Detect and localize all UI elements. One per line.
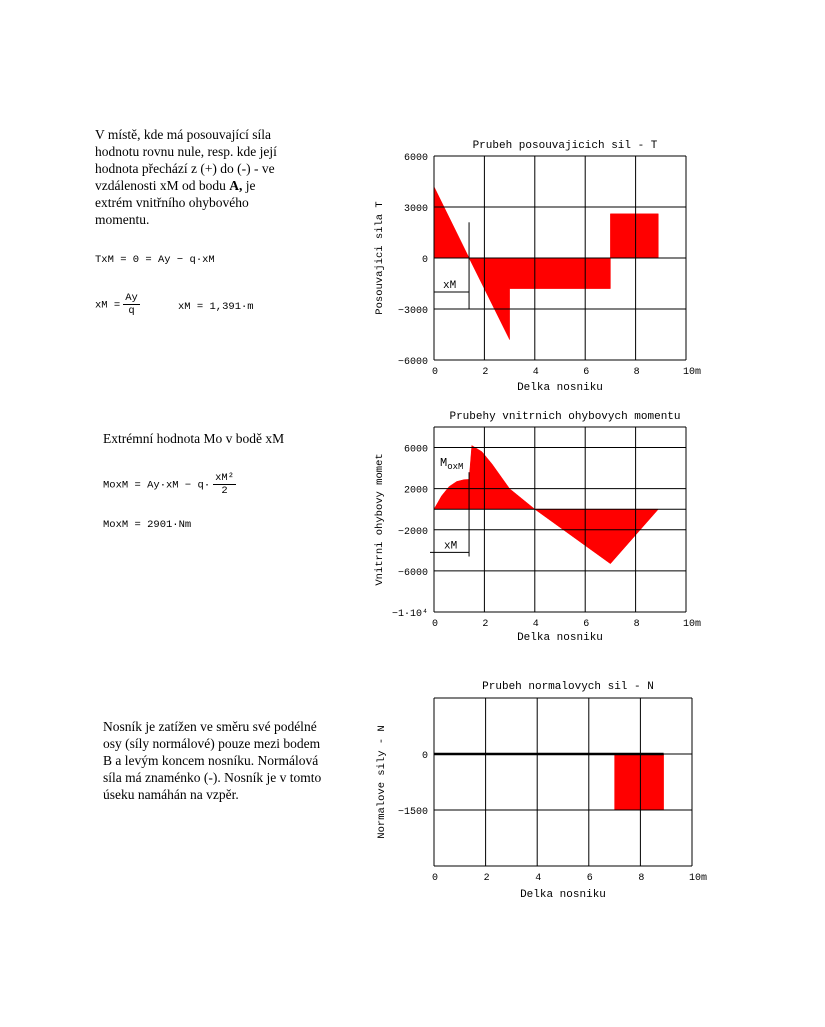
xm-annotation: xM	[443, 280, 457, 292]
x-tick-label: 2	[482, 619, 489, 630]
equation-xm-formula: xM = $\frac{Ay}{q}$	[95, 292, 138, 317]
text-line: hodnotu rovnu nule, resp. kde její	[95, 144, 277, 159]
moxm-annotation: $M_{oxM}$	[440, 456, 464, 473]
x-axis-label: Delka nosniku	[520, 889, 606, 901]
equation-txm: TxM = 0 = Ay − q·xM	[95, 254, 215, 266]
chart-area-0-2	[610, 214, 658, 258]
chart-title: Prubeh posouvajicich sil - T	[472, 140, 658, 152]
x-tick-label: 8	[633, 619, 640, 630]
x-tick-label: 2	[483, 873, 490, 884]
y-axis-label: Vnitrni ohybovy momet	[374, 453, 386, 586]
x-tick-label: 4	[532, 367, 539, 378]
x-tick-label: 10m	[683, 619, 702, 630]
text-line: vzdálenosti xM od bodu A, je	[95, 178, 256, 193]
y-tick-label: −2000	[397, 526, 428, 538]
y-tick-label: −1500	[397, 807, 428, 818]
equation-moxm-formula: MoxM = Ay·xM − q· $\frac{\text{xM²}}{2}$	[103, 472, 235, 497]
text-line: síla má znaménko (-). Nosník je v tomto	[103, 770, 322, 785]
y-tick-label: 2000	[403, 485, 428, 497]
x-tick-label: 10m	[689, 873, 708, 884]
section2-heading: Extrémní hodnota Mo v bodě xM	[103, 431, 285, 446]
x-tick-label: 6	[586, 873, 593, 884]
y-tick-label: 0	[421, 751, 428, 762]
x-tick-label: 8	[633, 367, 640, 378]
y-tick-label: −6000	[397, 567, 428, 579]
equation-xm-value: xM = 1,391·m	[178, 301, 254, 313]
x-tick-label: 0	[432, 873, 439, 884]
x-tick-label: 0	[432, 367, 439, 378]
chart-area-1-1	[535, 509, 659, 564]
y-tick-label: −6000	[397, 357, 428, 368]
y-axis-label: Normalove sily - N	[376, 725, 388, 839]
text-line: úseku namáhán na vzpěr.	[103, 787, 239, 802]
y-tick-label: 3000	[403, 204, 428, 215]
x-tick-label: 8	[638, 873, 645, 884]
text-line: osy (síly normálové) pouze mezi bodem	[103, 736, 321, 751]
point-label: A,	[229, 178, 243, 193]
x-tick-label: 2	[482, 367, 489, 378]
x-tick-label: 6	[583, 619, 590, 630]
xm-annotation: xM	[444, 540, 458, 553]
text-line: V místě, kde má posouvající síla	[95, 127, 271, 142]
y-tick-label: 6000	[403, 444, 428, 456]
y-tick-label: 6000	[403, 153, 428, 164]
text-line: extrém vnitřního ohybového	[95, 195, 249, 210]
chart-area-2-0	[615, 754, 664, 810]
text-line: hodnota přechází z (+) do (-) - ve	[95, 161, 275, 176]
chart-title: Prubehy vnitrnich ohybovych momentu	[449, 411, 681, 423]
x-tick-label: 6	[583, 367, 590, 378]
text-line: momentu.	[95, 212, 150, 227]
x-axis-label: Delka nosniku	[517, 382, 603, 394]
x-tick-label: 10m	[683, 367, 702, 378]
x-axis-label: Delka nosniku	[517, 632, 603, 644]
x-tick-label: 4	[535, 873, 542, 884]
text-line: B a levým koncem nosníku. Normálová	[103, 753, 319, 768]
y-tick-label: −3000	[397, 306, 428, 317]
x-tick-label: 0	[432, 619, 439, 630]
y-tick-label: 0	[421, 255, 428, 266]
text-line: Nosník je zatížen ve směru své podélné	[103, 719, 317, 734]
y-axis-label: Posouvajici sila T	[374, 201, 386, 315]
y-tick-label: −1·10⁴	[391, 609, 428, 620]
x-tick-label: 4	[532, 619, 539, 630]
chart-title: Prubeh normalovych sil - N	[482, 681, 654, 693]
equation-moxm-value: MoxM = 2901·Nm	[103, 519, 192, 531]
chart-area-0-0	[434, 187, 469, 258]
chart-area-0-1	[469, 258, 610, 340]
